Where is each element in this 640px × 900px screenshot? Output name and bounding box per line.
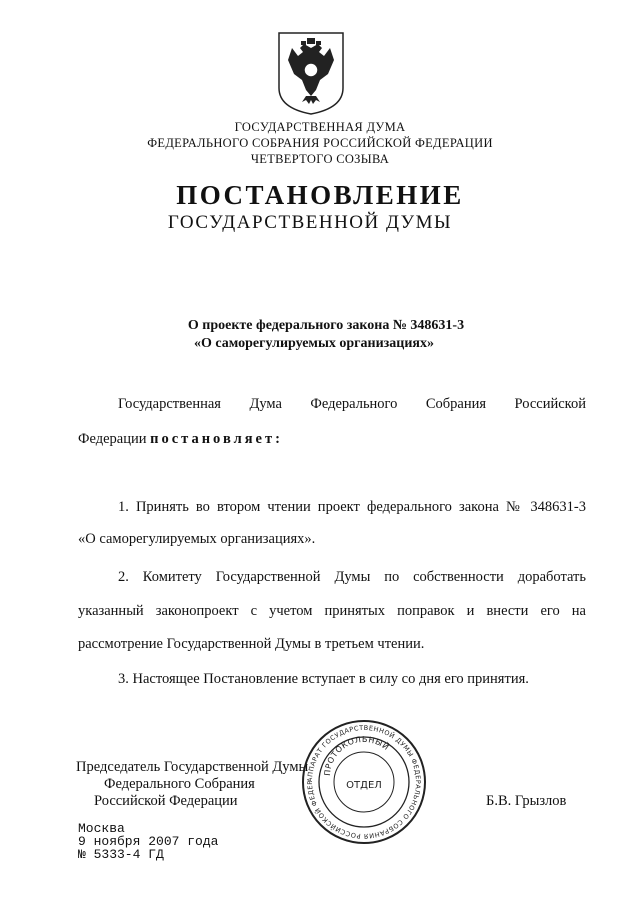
stamp-outer-text: АППАРАТ ГОСУДАРСТВЕННОЙ ДУМЫ ФЕДЕРАЛЬНОГО СОБРАНИЯ РОССИЙСКОЙ ФЕДЕР [305,723,423,841]
preamble-line-2 [78,431,283,448]
stamp-seal-icon [300,718,428,846]
preamble-line-1 [118,396,586,413]
header-line-2: ФЕДЕРАЛЬНОГО СОБРАНИЯ РОССИЙСКОЙ ФЕДЕРАЦИИ [147,136,493,150]
header-line-3: ЧЕТВЕРТОГО СОЗЫВА [250,152,390,166]
preamble-word: Собрания [425,396,487,412]
item-3-line-1: 3. Настоящее Постановление вступает в силу со дня его принятия. [118,671,529,687]
preamble-word: Федерального [310,396,398,412]
subject-line-2: «О саморегулируемых организациях» [193,336,435,351]
signature-line-3: Российской Федерации [94,793,238,809]
double-headed-eagle-icon [276,30,346,116]
stamp-center-text: ОТДЕЛ [346,780,382,791]
item-2-line-1: 2. Комитету Государственной Думы по собственности доработать [118,569,586,585]
preamble-federation: Федерации [78,431,147,447]
footer-number: № 5333-4 ГД [78,847,164,862]
subject-line-1: О проекте федерального закона № 348631-3 [187,318,465,333]
stamp-inner-text: ПРОТОКОЛЬНЫЙ [322,734,391,777]
preamble-word: Государственная [118,396,221,412]
document-subtitle: ГОСУДАРСТВЕННОЙ ДУМЫ [167,212,453,233]
item-2-line-3: рассмотрение Государственной Думы в третьем чтении. [78,636,425,652]
document-title: ПОСТАНОВЛЕНИЕ [176,180,464,210]
footer-date: 9 ноября 2007 года [78,834,219,849]
header-line-1: ГОСУДАРСТВЕННАЯ ДУМА [234,120,406,134]
signature-line-1: Председатель Государственной Думы [76,759,309,775]
official-stamp [300,718,428,846]
item-1-line-1: 1. Принять во втором чтении проект федерального закона № 348631-3 [118,499,586,515]
preamble-word: Дума [249,396,282,412]
state-emblem [276,30,346,116]
item-2-line-2: указанный законопроект с учетом принятых поправок и внести его на [78,603,586,619]
preamble-word: Российской [514,396,586,412]
signatory-name: Б.В. Грызлов [486,793,567,809]
preamble-decree-word: постановляет: [150,431,283,447]
signature-line-2: Федерального Собрания [104,776,255,792]
item-1-line-2: «О саморегулируемых организациях». [78,531,316,547]
footer-city: Москва [78,821,125,836]
